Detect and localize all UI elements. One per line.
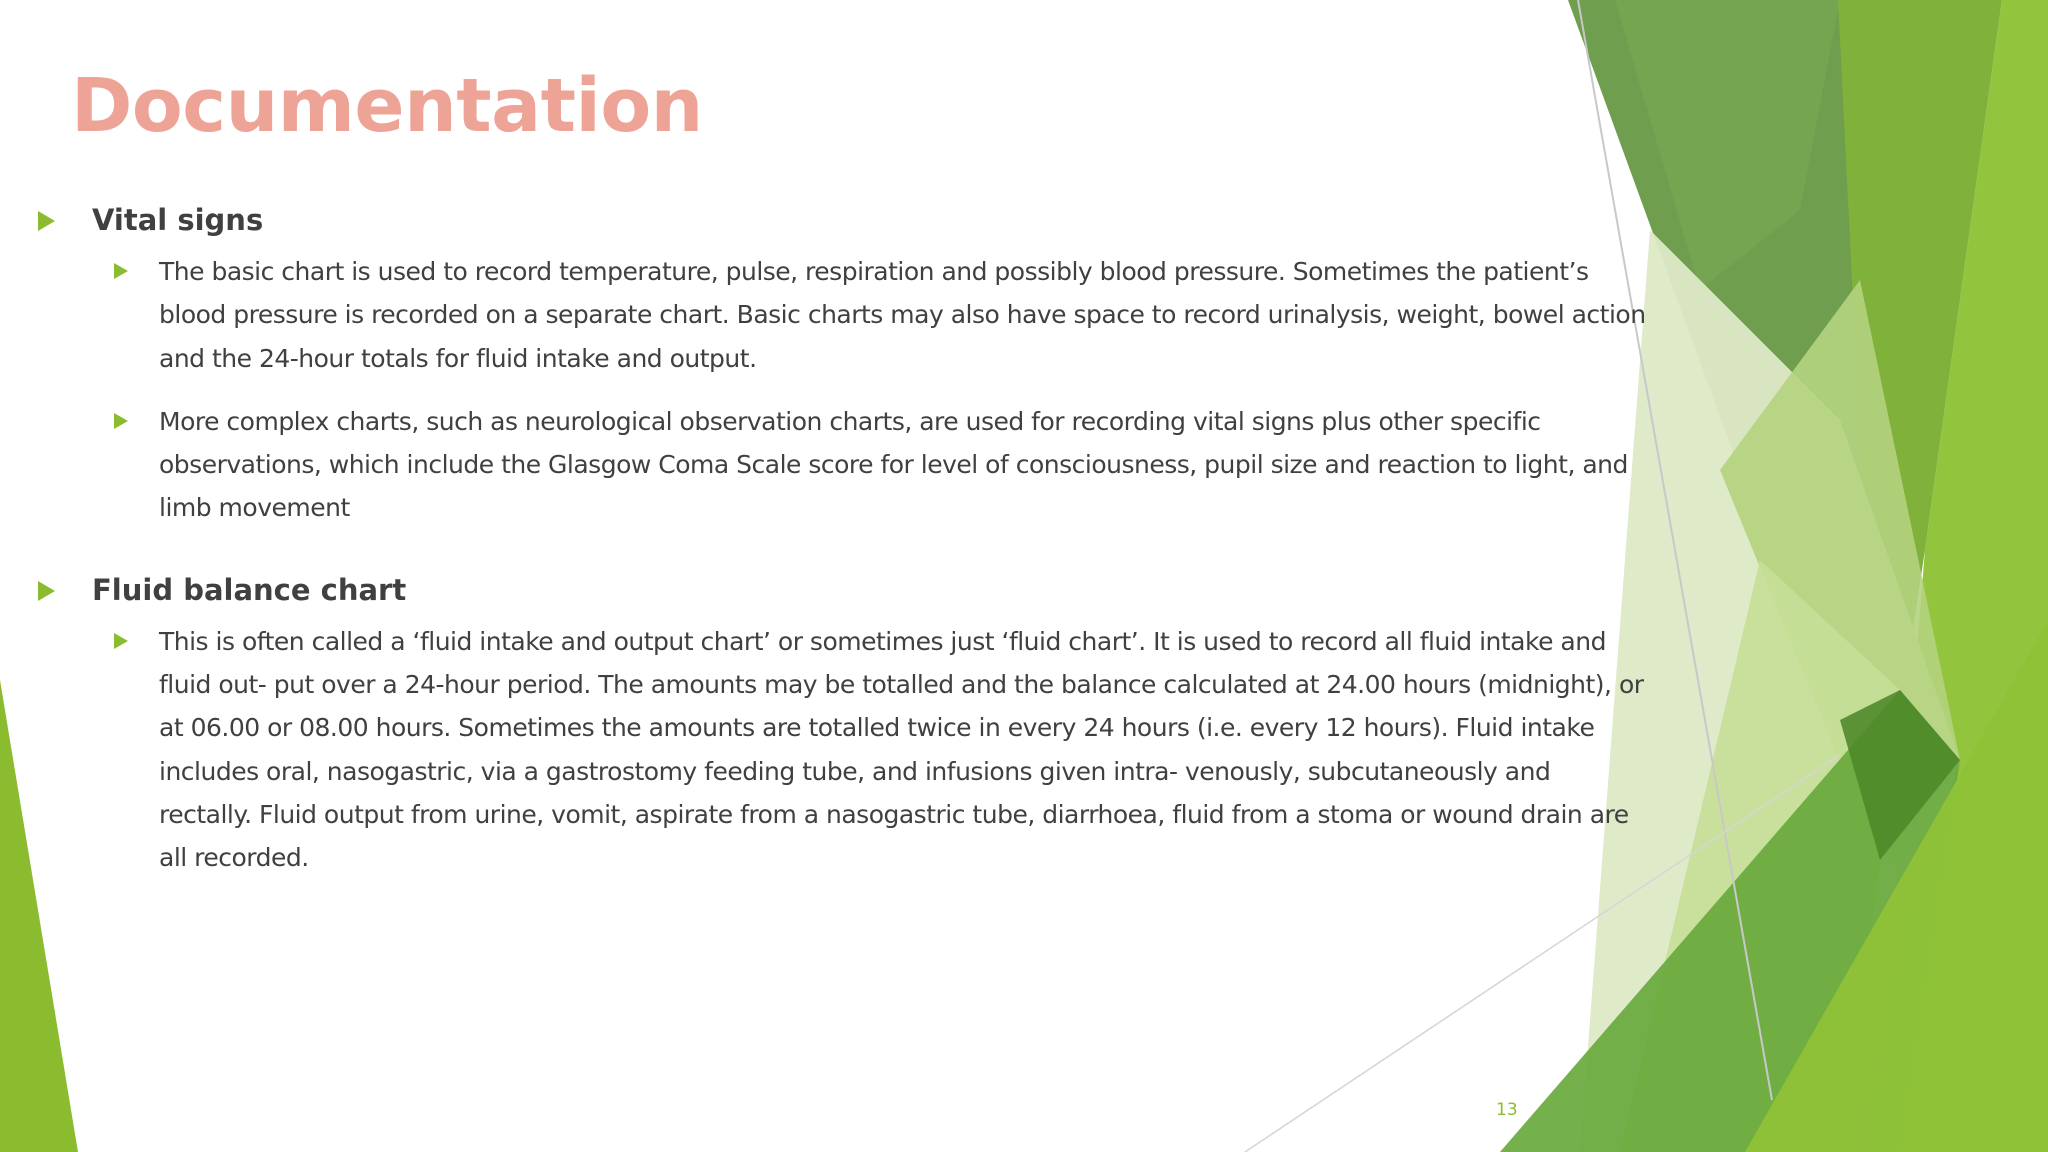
bullet-item: [0, 250, 1660, 380]
bullet-item: [0, 620, 1660, 880]
slide-title: Documentation: [71, 63, 703, 149]
page-number: 13: [1496, 1100, 1518, 1120]
section-heading-row: [0, 560, 1660, 620]
section-heading: Vital signs: [92, 203, 264, 237]
section-vital-signs: [0, 190, 1660, 530]
bullet-item: [0, 400, 1660, 530]
slide-body: [0, 190, 1660, 900]
bullet-text: This is often called a ‘fluid intake and output chart’ or sometimes just ‘fluid chart’. It is used to record all fluid intake and fluid out- put over a 24-hour period. The amounts may be totalled and the balance calculated at 24.00 hours (midnight), or at 06.00 or 08.00 hours. Sometimes the amounts are totalled twice in every 24 hours (i.e. every 12 hours). Fluid intake includes oral, nasogastric, via a gastrostomy feeding tube, and infusions given intra- venously, subcutaneously and rectally. Fluid output from urine, vomit, aspirate from a nasogastric tube, diarrhoea, fluid from a stoma or wound drain are all recorded.: [159, 626, 1644, 873]
section-fluid-balance-chart: [0, 560, 1660, 880]
bullet-text: The basic chart is used to record temperature, pulse, respiration and possibly blood pressure. Sometimes the patient’s blood pressure is recorded on a separate chart. Basic charts may also have space to record urinalysis, weight, bowel action and the 24-hour totals for fluid intake and output.: [159, 257, 1646, 373]
bullet-text: More complex charts, such as neurological observation charts, are used for recording vital signs plus other specific observations, which include the Glasgow Coma Scale score for level of consciousness, pupil size and reaction to light, and limb movement: [159, 406, 1628, 523]
triangle-bullet-icon: [114, 263, 128, 279]
section-heading: Fluid balance chart: [92, 572, 407, 607]
triangle-bullet-icon: [114, 413, 128, 429]
triangle-bullet-icon: [38, 211, 55, 231]
section-heading-row: [0, 190, 1660, 250]
triangle-bullet-icon: [38, 581, 55, 601]
triangle-bullet-icon: [114, 633, 128, 649]
